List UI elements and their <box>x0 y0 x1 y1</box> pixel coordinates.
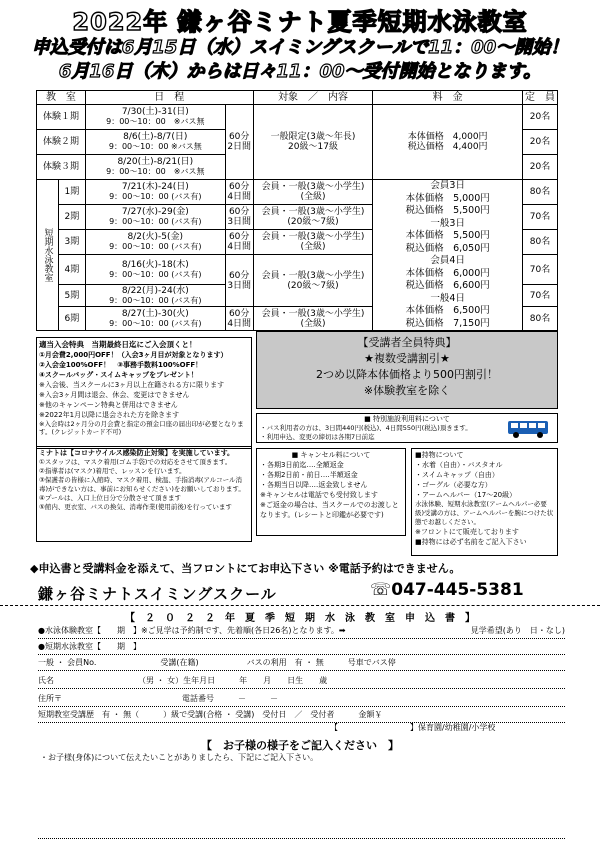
items-line: 水泳体験、短期水泳教室(アームヘルパー必要級)受講の方は、アームヘルパーを腕につけた状態でお越しください。 <box>415 500 554 526</box>
special-line: 2つめ以降本体価格より500円割引！ <box>316 368 498 381</box>
schedule-cell <box>85 155 225 180</box>
tanki-label: 短期水泳教室 <box>37 180 59 331</box>
time: 9：00～10：00 ※バス無 <box>108 142 202 151</box>
school-name: 鎌ヶ谷ミナトスイミングスクール <box>38 585 277 603</box>
facility-box <box>256 413 558 443</box>
capacity: 80名 <box>523 180 558 205</box>
duration: 60分 4日間 <box>225 307 253 331</box>
special-title: 【受講者全員特典】 <box>357 336 457 349</box>
facility-title: 特別施設利用料について <box>372 415 450 423</box>
special-offer-box <box>256 331 558 409</box>
child-title: 【 お子様の様子をご記入ください 】 <box>201 739 399 752</box>
price-line: 税込価格 5,500円 <box>405 205 490 216</box>
date: 7/30(土)-31(日) <box>121 107 189 117</box>
price-line: 一般4日 <box>430 292 465 304</box>
price: 本体価格 4,000円 税込価格 4,400円 <box>373 105 523 180</box>
cut-line <box>0 605 600 606</box>
phone-icon: ☏ <box>370 580 392 600</box>
price-line: 一般3日 <box>430 217 465 229</box>
duration: 60分 3日間 <box>225 255 253 307</box>
class-name: 体験１期 <box>37 105 86 130</box>
items-box <box>411 448 558 556</box>
form-row-tanki[interactable]: ●短期水泳教室【 期 】 <box>38 640 565 655</box>
target: 会員・一般(3歳～小学生) (20級～7級) <box>253 255 373 307</box>
table-header-row <box>37 91 558 105</box>
cancel-line: ・各期2日前・前日‥‥半額返金 <box>260 471 358 479</box>
bus-icon <box>507 419 551 439</box>
benefits-title: 適当入会特典 <box>39 340 84 349</box>
time: 9：00～10：00 ※バス無 <box>106 167 205 176</box>
form-row-name[interactable]: 氏名 （男 ・ 女）生年月日 年 月 日生 歳 <box>38 674 565 689</box>
time: 9：00～10：00 (バス有) <box>109 217 202 226</box>
date: 7/27(水)-29(金) <box>121 207 189 217</box>
target: 会員・一般(3歳～小学生) (全級) <box>253 180 373 205</box>
capacity: 70名 <box>523 255 558 285</box>
benefit-item: ②入会金100%OFF！ ③事務手数料100%OFF！ <box>39 361 203 369</box>
class-name: 6期 <box>58 307 85 331</box>
price-line: 税込価格 6,600円 <box>405 280 490 291</box>
corona-item: ④プールは、入口上位日分で分散させて頂きます <box>39 494 182 502</box>
items-line: ・ゴーグル（必要な方） <box>415 481 492 489</box>
schedule-cell <box>85 230 225 255</box>
benefit-item: ①月会費2,000円OFF！（入会3ヶ月目が対象となります） <box>39 351 228 359</box>
price-line: 本体価格 6,500円 <box>405 305 490 316</box>
items-icon: ■ <box>415 451 422 459</box>
duration: 60分 4日間 <box>225 180 253 205</box>
benefit-note: ※他のキャンペーン特典と併用はできません <box>39 401 178 409</box>
form-row-address[interactable]: 住所〒 電話番号 － － <box>38 692 565 707</box>
corona-box <box>36 446 252 542</box>
duration: 60分 4日間 <box>225 230 253 255</box>
price-line: 本体価格 6,000円 <box>405 267 490 279</box>
items-line: ・スイムキャップ（自由） <box>415 471 499 479</box>
facility-line: ・利用申込、変更の締切は各期7日前迄 <box>260 433 375 441</box>
date: 8/22(月)-24(水) <box>121 285 189 296</box>
table-row <box>37 180 558 205</box>
benefits-box <box>36 337 252 449</box>
class-name: 3期 <box>58 230 85 255</box>
header-target: 対象 ／ 内容 <box>253 91 373 105</box>
class-name: 1期 <box>58 180 85 205</box>
target: 会員・一般(3歳～小学生) (全級) <box>253 230 373 255</box>
announcement-line-1: 申込受付は6月15日（水）スイミングスクールで11：00～開始！ <box>31 37 569 58</box>
cancel-line: ・各期当日以降‥‥返金致しません <box>260 481 368 489</box>
capacity: 80名 <box>523 230 558 255</box>
price-line: 本体価格 5,000円 <box>405 192 490 204</box>
special-line: ★複数受講割引★ <box>364 352 450 365</box>
corona-item: ③保護者の皆様に入館時、マスク着用、検温、手指消毒(アルコール消毒)ができない方は、事前にお知らせください)をお願いしております。 <box>39 476 245 493</box>
announcement-time: 11：00～受付開始となります。 <box>276 61 542 82</box>
corona-item: ⑤館内、更衣室、バスの換気、消毒作業(使用前後)を行っています <box>39 503 232 511</box>
form-row-taiken[interactable] <box>38 624 565 639</box>
phone-number: 047-445-5381 <box>391 580 524 600</box>
price-line: 税込価格 7,150円 <box>405 317 490 329</box>
capacity: 20名 <box>523 130 558 155</box>
schedule-table <box>36 90 558 331</box>
class-name: 体験３期 <box>37 155 86 180</box>
target: 会員・一般(3歳～小学生) (全級) <box>253 307 373 331</box>
form-row-member[interactable]: 一般 ・ 会員No. 受講(在籍) バスの利用 有 ・ 無 号車でバス停 <box>38 656 565 671</box>
corona-item: ①スタッフは、マスク着用(ゴム手袋)での対応をさせて頂きます。 <box>39 458 232 466</box>
school-phone <box>370 580 524 600</box>
benefits-title2: 当期最終日迄にご入会頂くと！ <box>91 340 197 349</box>
schedule-cell <box>85 105 225 130</box>
form-taiken-label: ●水泳体験教室【 期 】※ご見学は予約制です、先着順(各日26名)となります。➡ <box>38 626 346 635</box>
bus-fee-icon: ■ <box>364 415 371 423</box>
target: 一般限定(3歳～年長) 20級～17級 <box>253 105 373 180</box>
capacity: 70名 <box>523 285 558 307</box>
price-line: 税込価格 6,050円 <box>405 242 490 254</box>
corona-item: ②指導者は(マスク)着用で、レッスンを行います。 <box>39 467 186 475</box>
cancel-title: キャンセル料について <box>300 451 371 459</box>
capacity: 80名 <box>523 307 558 331</box>
time: 9：00～10：00 (バス有) <box>109 318 202 328</box>
capacity: 20名 <box>523 155 558 180</box>
date: 8/27(土)-30(火) <box>121 308 189 319</box>
date: 8/6(土)-8/7(日) <box>123 132 188 142</box>
class-name: 体験２期 <box>37 130 86 155</box>
announcement-date: 6月16日（木）からは <box>58 61 241 82</box>
special-line: ※体験教室を除く <box>363 384 451 397</box>
items-line: ※フロントにて販売しております <box>415 528 519 536</box>
schedule-cell <box>85 307 225 331</box>
page-title: 2022年 鎌ヶ谷ミナト夏季短期水泳教室 <box>72 8 528 36</box>
time: 9：00～10：00 (バス有) <box>109 242 202 251</box>
target: 会員・一般(3歳～小学生) (20級～7級) <box>253 205 373 230</box>
cancel-icon: ■ <box>291 451 299 459</box>
corona-title: ミナトは【コロナウイルス感染防止対策】を実施しています。 <box>39 449 235 457</box>
header-capacity: 定 員 <box>523 91 558 105</box>
class-name: 4期 <box>58 255 85 285</box>
price-line: 会員4日 <box>430 255 465 266</box>
cancel-box <box>256 448 406 536</box>
benefit-note: ※入会3ヶ月間は退会、休会、変更はできません <box>39 391 190 399</box>
benefit-note: ※入会時は2ヶ月分の月会費と指定の預金口座の届出印が必要となります。(クレジットカード不可) <box>39 420 244 436</box>
price-cell <box>373 180 523 331</box>
schedule-cell <box>85 255 225 285</box>
facility-line: ・バス利用者の方は、3日間440円(税込)、4日間550円(税込)頂きます。 <box>260 424 472 432</box>
cancel-header <box>260 450 402 460</box>
benefit-note: ※入会後、当スクールに3ヶ月以上在籍される方に限ります <box>39 381 225 389</box>
benefit-item: ④スクールバッグ・スイムキャップをプレゼント！ <box>39 371 198 379</box>
items-line: ・水着（自由）・バスタオル <box>415 461 503 469</box>
form-row-school[interactable]: 【 】保育園/幼稚園/小学校 <box>330 723 496 732</box>
cancel-line: ※キャンセルは電話でも受付致します <box>260 491 378 499</box>
capacity: 70名 <box>523 205 558 230</box>
time: 9：00～10：00 (バス有) <box>109 269 202 279</box>
class-name: 2期 <box>58 205 85 230</box>
child-notes-input[interactable] <box>38 768 565 839</box>
header-classroom: 教 室 <box>37 91 86 105</box>
duration: 60分 3日間 <box>225 205 253 230</box>
schedule-cell <box>85 205 225 230</box>
header-price: 料 金 <box>373 91 523 105</box>
benefits-header <box>39 340 249 350</box>
class-name: 5期 <box>58 285 85 307</box>
date: 8/16(火)-18(木) <box>121 259 189 270</box>
price-line: 本体価格 5,500円 <box>405 230 490 241</box>
date: 8/2(火)-5(金) <box>127 232 184 242</box>
announcement-emphasis: 日々 <box>240 61 277 82</box>
date: 8/20(土)-8/21(日) <box>117 157 194 167</box>
notice: ◆申込書と受講料金を添えて、当フロントにてお申込下さい ※電話予約はできません。 <box>30 562 461 575</box>
date: 7/21(木)-24(日) <box>121 182 189 192</box>
cancel-line: ※ご返金の場合は、当スクールでのお渡しとなります。(レシートと印鑑が必要です) <box>260 501 399 519</box>
header-schedule: 日 程 <box>85 91 253 105</box>
announcement-line-2 <box>0 57 600 83</box>
price-line: 会員3日 <box>430 180 465 191</box>
duration: 60分 2日間 <box>225 105 253 180</box>
schedule-cell <box>85 130 225 155</box>
table-row <box>37 105 558 130</box>
items-header <box>415 450 554 460</box>
time: 9：00～10：00 ※バス無 <box>106 117 205 126</box>
form-kengaku: 見学希望(あり 日・なし) <box>470 626 565 635</box>
items-line: ■持物には必ず名前をご記入下さい <box>415 538 527 546</box>
time: 9：00～10：00 (バス有) <box>109 192 202 201</box>
time: 9：00～10：00 (バス有) <box>109 295 202 305</box>
schedule-cell <box>85 180 225 205</box>
items-line: ・アームヘルパー（17～20級） <box>415 491 517 499</box>
form-row-history[interactable]: 短期教室受講歴 有 ・ 無（ ）級で受講(合格 ・ 受講) 受付日 ／ 受付者 金額￥ <box>38 708 565 723</box>
cancel-line: ・各期3日前迄‥‥全額返金 <box>260 461 344 469</box>
child-note: ・お子様(身体)について伝えたいことがありましたら、下記にご記入下さい。 <box>40 753 319 762</box>
capacity: 20名 <box>523 105 558 130</box>
schedule-cell <box>85 285 225 307</box>
items-title: 持物について <box>421 451 464 459</box>
benefit-note: ※2022年1月以降に退会された方を除きます <box>39 411 180 419</box>
form-title: 【 ２ ０ ２ ２ 年 夏 季 短 期 水 泳 教 室 申 込 書 】 <box>125 613 475 624</box>
